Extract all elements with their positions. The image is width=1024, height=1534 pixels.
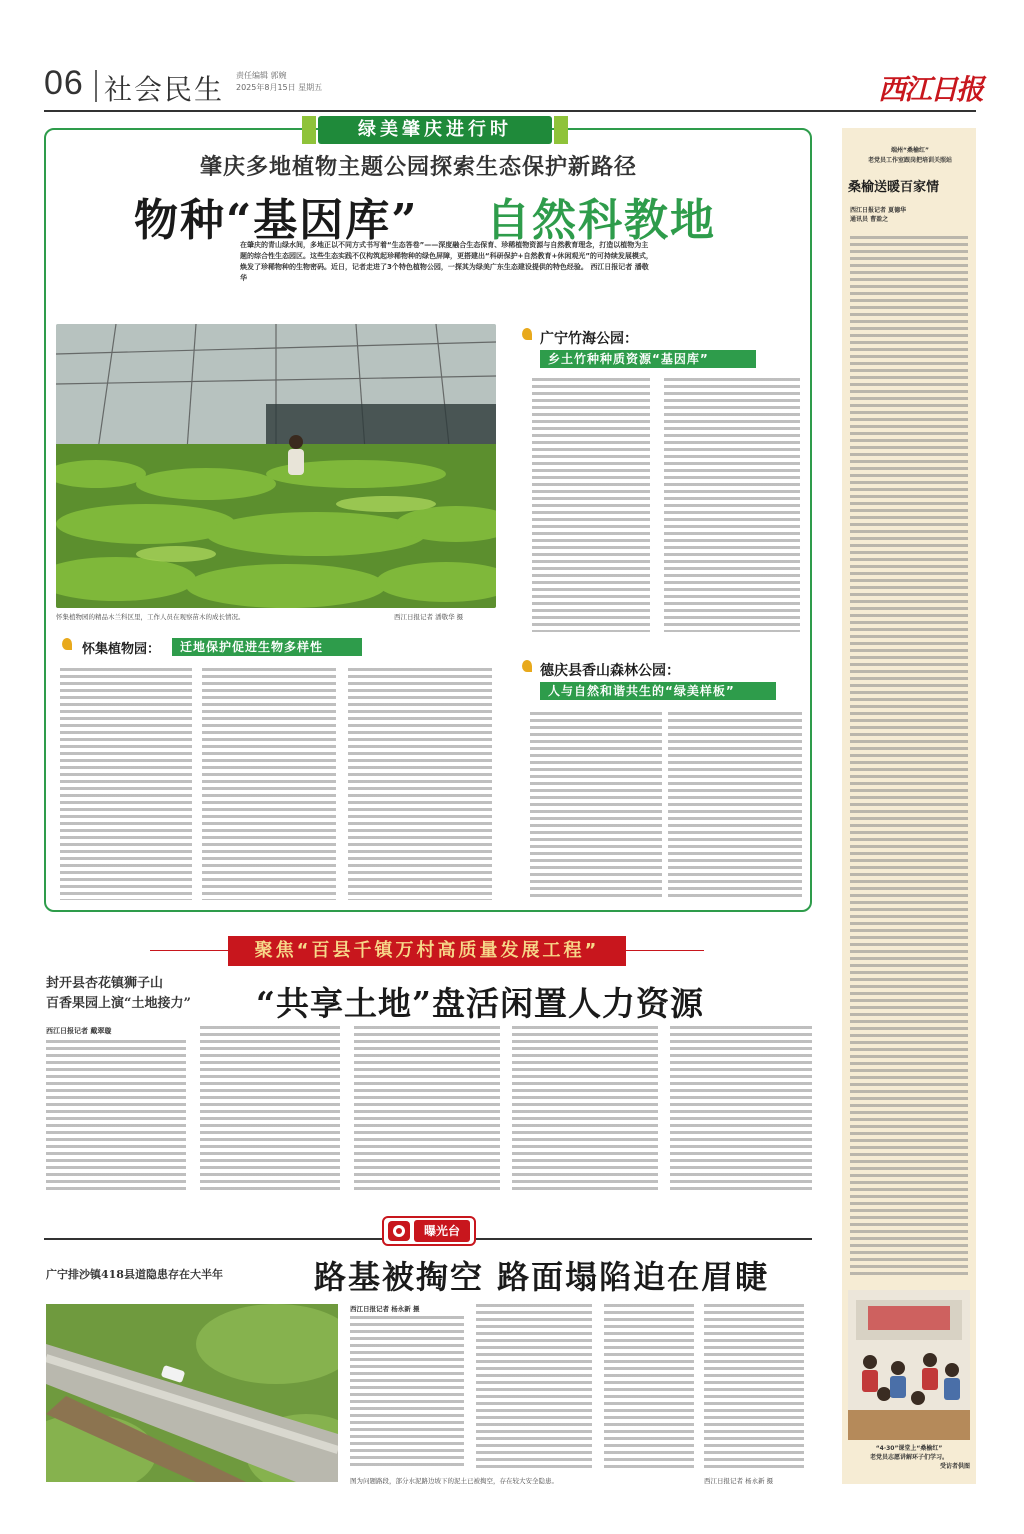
nursery-photo-credit: 西江日报记者 潘敬华 摄 [394, 613, 464, 621]
article-text-column [60, 668, 192, 900]
sidebar-photo-caption [848, 1444, 970, 1471]
sidebar-photo [848, 1290, 970, 1440]
sidebar-photo-caption-line1: “4·30”课堂上“桑榆红” [875, 1445, 943, 1452]
subhead-huaiji-bar: 迁地保护促进生物多样性 [172, 638, 362, 656]
sidebar-byline [850, 206, 906, 224]
exposure-badge-label: 曝光台 [414, 1220, 470, 1242]
article-text-column [668, 712, 802, 900]
article-text-column [202, 668, 336, 900]
nursery-photo [56, 324, 496, 608]
article-text-column [348, 668, 492, 900]
subhead-deqing-bar: 人与自然和谐共生的“绿美样板” [540, 682, 776, 700]
page-number: 06 [44, 64, 84, 102]
article-text-column [476, 1304, 592, 1470]
date-line: 2025年8月15日 星期五 [236, 83, 323, 92]
article-text-column [530, 712, 662, 900]
sidebar-kicker [850, 146, 970, 166]
sidebar-kicker-line1: 端州“桑榆红” [891, 147, 929, 154]
focus-aside-line1: 封开县杏花镇狮子山 [46, 976, 164, 991]
article-text-column [604, 1304, 694, 1470]
editor-line: 责任编辑 郭婉 [236, 71, 287, 80]
road-collapse-photo [46, 1304, 338, 1482]
sidebar-photo-credit: 受访者供图 [939, 1463, 970, 1470]
article-text-column [350, 1316, 464, 1470]
sidebar-title: 桑榆送暖百家情 [848, 180, 940, 195]
subhead-deqing-place: 德庆县香山森林公园： [540, 663, 680, 679]
editor-info [236, 70, 322, 94]
exposure-byline: 西江日报记者 杨永新 摄 [350, 1305, 420, 1313]
focus-aside [46, 974, 191, 1014]
feature-headline-part1: 物种“基因库” [134, 195, 419, 246]
leaf-icon [522, 660, 532, 672]
road-photo-credit: 西江日报记者 杨永新 摄 [704, 1477, 774, 1485]
article-text-column [664, 378, 800, 632]
nursery-photo-caption: 怀集植物园的精品木兰科区里，工作人员在观察苗木的成长情况。 [56, 613, 245, 621]
feature-lead [240, 240, 654, 284]
article-text-column [532, 378, 650, 632]
section-title: 社会民生 [104, 73, 225, 106]
focus-byline: 西江日报记者 戴翠璇 [46, 1027, 112, 1035]
article-text-column [670, 1026, 812, 1192]
leaf-icon [522, 328, 532, 340]
banner-ornament-right [554, 116, 568, 144]
feature-banner: 绿美肇庆进行时 [318, 116, 552, 144]
feature-headline-part2: 自然科教地 [486, 195, 716, 246]
banner-rule-left [150, 950, 228, 951]
sidebar-kicker-line2: 老党员工作室跟岗把培训关照站 [867, 157, 952, 164]
masthead-rule [44, 110, 976, 112]
lead-byline: 西江日报记者 潘敬华 [240, 263, 649, 282]
focus-headline: “共享土地”盘活闲置人力资源 [256, 984, 704, 1023]
sidebar-byline-line2: 通讯员 曹盈之 [850, 216, 889, 223]
banner-ornament-left [302, 116, 316, 144]
page-number-divider [95, 70, 97, 102]
sidebar-photo-caption-line2: 老党员志愿讲解环子们学习。 [869, 1454, 948, 1461]
article-text-column [512, 1026, 658, 1192]
article-text-column [200, 1026, 340, 1192]
exposure-aside: 广宁排沙镇418县道隐患存在大半年 [46, 1268, 223, 1281]
lead-text: 在肇庆的青山绿水间，多地正以不同方式书写着“生态答卷”——深度融合生态保育、珍稀植物资源与自然教育理念，打造以植物为主题的综合性生态园区。这些生态实践不仅构筑起珍稀物种的绿色屏障，更搭建出“科研保护+自然教育+休闲观光”的可持续发展模式，焕发了珍稀物种的生物密码。近日，记者走进了3个特色植物公园，一探其为绿美广东生态建设提供的特色经验。 [240, 241, 653, 271]
feature-kicker: 肇庆多地植物主题公园探索生态保护新路径 [200, 154, 638, 180]
newspaper-logo: 西江日报 [878, 73, 983, 106]
subhead-guangning-bar: 乡土竹种种质资源“基因库” [540, 350, 756, 368]
exposure-headline: 路基被掏空 路面塌陷迫在眉睫 [314, 1258, 770, 1296]
subhead-huaiji-place: 怀集植物园： [82, 642, 161, 657]
road-photo-caption: 图为问题路段，部分水泥路边坡下的泥土已被掏空，存在较大安全隐患。 [350, 1477, 558, 1485]
article-text-column [46, 1040, 186, 1190]
focus-banner: 聚焦“百县千镇万村高质量发展工程” [228, 936, 626, 966]
camera-icon [388, 1221, 410, 1241]
focus-aside-line2: 百香果园上演“土地接力” [46, 996, 191, 1011]
article-text-column [704, 1304, 804, 1470]
sidebar-text-column [850, 236, 968, 1276]
leaf-icon [62, 638, 72, 650]
banner-rule-right [626, 950, 704, 951]
subhead-guangning-place: 广宁竹海公园： [540, 331, 638, 347]
sidebar-byline-line1: 西江日报记者 夏德华 [850, 207, 907, 214]
article-text-column [354, 1026, 500, 1192]
